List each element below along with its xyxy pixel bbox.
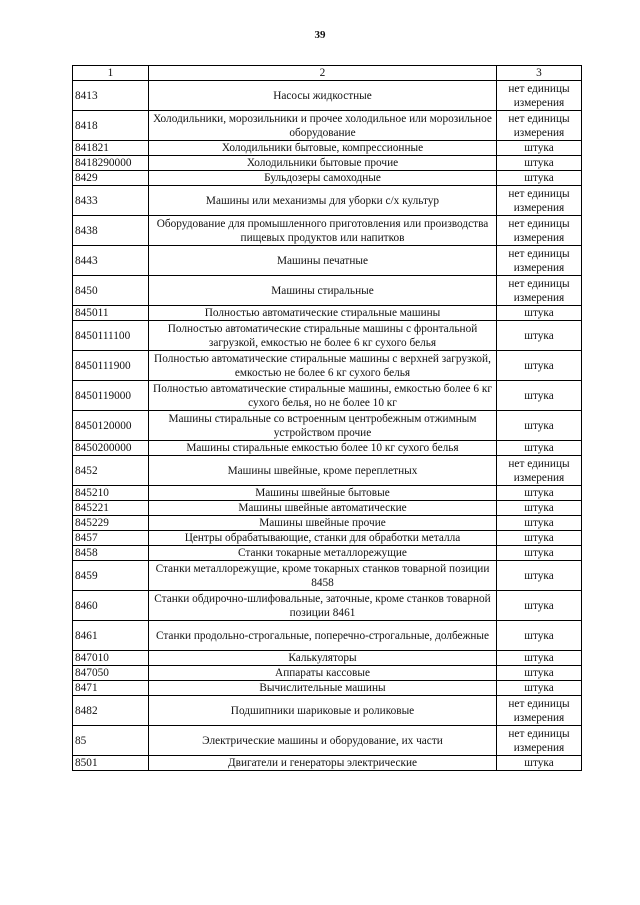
code-cell: 847010 [73, 651, 149, 666]
name-cell: Аппараты кассовые [149, 666, 497, 681]
code-cell: 845229 [73, 516, 149, 531]
name-cell: Полностью автоматические стиральные машины, емкостью более 6 кг сухого белья, но не более 10 кг [149, 381, 497, 411]
code-cell: 8459 [73, 561, 149, 591]
code-cell: 8418 [73, 111, 149, 141]
table-row [73, 216, 582, 246]
unit-cell: штука [497, 306, 582, 321]
name-cell: Станки обдирочно-шлифовальные, заточные, кроме станков товарной позиции 8461 [149, 591, 497, 621]
unit-cell: штука [497, 486, 582, 501]
code-cell: 8450119000 [73, 381, 149, 411]
table-row [73, 186, 582, 216]
table-row [73, 171, 582, 186]
code-cell: 8501 [73, 756, 149, 771]
table-row [73, 486, 582, 501]
table-row [73, 501, 582, 516]
table-row [73, 681, 582, 696]
unit-cell: штука [497, 531, 582, 546]
name-cell: Холодильники бытовые прочие [149, 156, 497, 171]
code-cell: 8450 [73, 276, 149, 306]
name-cell: Машины стиральные емкостью более 10 кг сухого белья [149, 441, 497, 456]
unit-cell: нет единицы измерения [497, 276, 582, 306]
name-cell: Насосы жидкостные [149, 81, 497, 111]
unit-cell: штука [497, 501, 582, 516]
unit-cell: штука [497, 141, 582, 156]
table-row [73, 441, 582, 456]
unit-cell: штука [497, 546, 582, 561]
name-cell: Полностью автоматические стиральные машины [149, 306, 497, 321]
code-cell: 847050 [73, 666, 149, 681]
code-cell: 8418290000 [73, 156, 149, 171]
table-row [73, 81, 582, 111]
name-cell: Машины стиральные [149, 276, 497, 306]
code-cell: 8460 [73, 591, 149, 621]
name-cell: Машины швейные, кроме переплетных [149, 456, 497, 486]
header-col-1: 1 [73, 66, 149, 81]
header-col-2: 2 [149, 66, 497, 81]
table-row [73, 666, 582, 681]
unit-cell: штука [497, 381, 582, 411]
unit-cell: штука [497, 156, 582, 171]
table-row [73, 246, 582, 276]
name-cell: Машины швейные автоматические [149, 501, 497, 516]
table-row [73, 531, 582, 546]
code-cell: 8450111100 [73, 321, 149, 351]
code-cell: 8450111900 [73, 351, 149, 381]
code-cell: 8450120000 [73, 411, 149, 441]
name-cell: Полностью автоматические стиральные машины с фронтальной загрузкой, емкостью не более 6 кг сухого белья [149, 321, 497, 351]
table-row [73, 546, 582, 561]
table-row [73, 141, 582, 156]
name-cell: Холодильники, морозильники и прочее холодильное или морозильное оборудование [149, 111, 497, 141]
unit-cell: штука [497, 651, 582, 666]
table-row [73, 756, 582, 771]
unit-cell: нет единицы измерения [497, 456, 582, 486]
table-row [73, 621, 582, 651]
code-cell: 845011 [73, 306, 149, 321]
table-row [73, 306, 582, 321]
table-row [73, 456, 582, 486]
name-cell: Машины швейные бытовые [149, 486, 497, 501]
header-col-3: 3 [497, 66, 582, 81]
unit-cell: нет единицы измерения [497, 726, 582, 756]
table-header [73, 66, 582, 81]
classification-table [72, 65, 582, 771]
unit-cell: штука [497, 681, 582, 696]
table-row [73, 351, 582, 381]
unit-cell: штука [497, 756, 582, 771]
name-cell: Калькуляторы [149, 651, 497, 666]
table-row [73, 561, 582, 591]
name-cell: Центры обрабатывающие, станки для обработки металла [149, 531, 497, 546]
header-row [73, 66, 582, 81]
table-row [73, 321, 582, 351]
name-cell: Подшипники шариковые и роликовые [149, 696, 497, 726]
unit-cell: штука [497, 621, 582, 651]
name-cell: Двигатели и генераторы электрические [149, 756, 497, 771]
code-cell: 85 [73, 726, 149, 756]
unit-cell: штука [497, 516, 582, 531]
unit-cell: нет единицы измерения [497, 246, 582, 276]
code-cell: 8413 [73, 81, 149, 111]
page-number: 39 [314, 29, 326, 41]
table-body [73, 81, 582, 771]
unit-cell: нет единицы измерения [497, 186, 582, 216]
table-row [73, 726, 582, 756]
name-cell: Бульдозеры самоходные [149, 171, 497, 186]
table-row [73, 276, 582, 306]
code-cell: 8457 [73, 531, 149, 546]
name-cell: Холодильники бытовые, компрессионные [149, 141, 497, 156]
unit-cell: штука [497, 321, 582, 351]
code-cell: 845221 [73, 501, 149, 516]
code-cell: 841821 [73, 141, 149, 156]
code-cell: 8433 [73, 186, 149, 216]
code-cell: 8471 [73, 681, 149, 696]
name-cell: Машины стиральные со встроенным центробежным отжимным устройством прочие [149, 411, 497, 441]
name-cell: Машины печатные [149, 246, 497, 276]
table-row [73, 381, 582, 411]
table-row [73, 411, 582, 441]
code-cell: 8458 [73, 546, 149, 561]
code-cell: 845210 [73, 486, 149, 501]
unit-cell: штука [497, 411, 582, 441]
code-cell: 8443 [73, 246, 149, 276]
name-cell: Полностью автоматические стиральные машины с верхней загрузкой, емкостью не более 6 кг сухого белья [149, 351, 497, 381]
code-cell: 8450200000 [73, 441, 149, 456]
table-row [73, 111, 582, 141]
table-row [73, 696, 582, 726]
unit-cell: штука [497, 441, 582, 456]
table-row [73, 156, 582, 171]
name-cell: Машины швейные прочие [149, 516, 497, 531]
name-cell: Оборудование для промышленного приготовления или производства пищевых продуктов или напитков [149, 216, 497, 246]
name-cell: Машины или механизмы для уборки с/х культур [149, 186, 497, 216]
name-cell: Станки продольно-строгальные, поперечно-строгальные, долбежные [149, 621, 497, 651]
unit-cell: штука [497, 561, 582, 591]
code-cell: 8452 [73, 456, 149, 486]
unit-cell: нет единицы измерения [497, 81, 582, 111]
unit-cell: штука [497, 351, 582, 381]
unit-cell: штука [497, 171, 582, 186]
name-cell: Электрические машины и оборудование, их части [149, 726, 497, 756]
unit-cell: нет единицы измерения [497, 111, 582, 141]
table-row [73, 651, 582, 666]
unit-cell: штука [497, 591, 582, 621]
code-cell: 8429 [73, 171, 149, 186]
name-cell: Станки металлорежущие, кроме токарных станков товарной позиции 8458 [149, 561, 497, 591]
unit-cell: нет единицы измерения [497, 696, 582, 726]
unit-cell: нет единицы измерения [497, 216, 582, 246]
code-cell: 8438 [73, 216, 149, 246]
name-cell: Вычислительные машины [149, 681, 497, 696]
name-cell: Станки токарные металлорежущие [149, 546, 497, 561]
unit-cell: штука [497, 666, 582, 681]
table-row [73, 516, 582, 531]
table-row [73, 591, 582, 621]
code-cell: 8482 [73, 696, 149, 726]
code-cell: 8461 [73, 621, 149, 651]
